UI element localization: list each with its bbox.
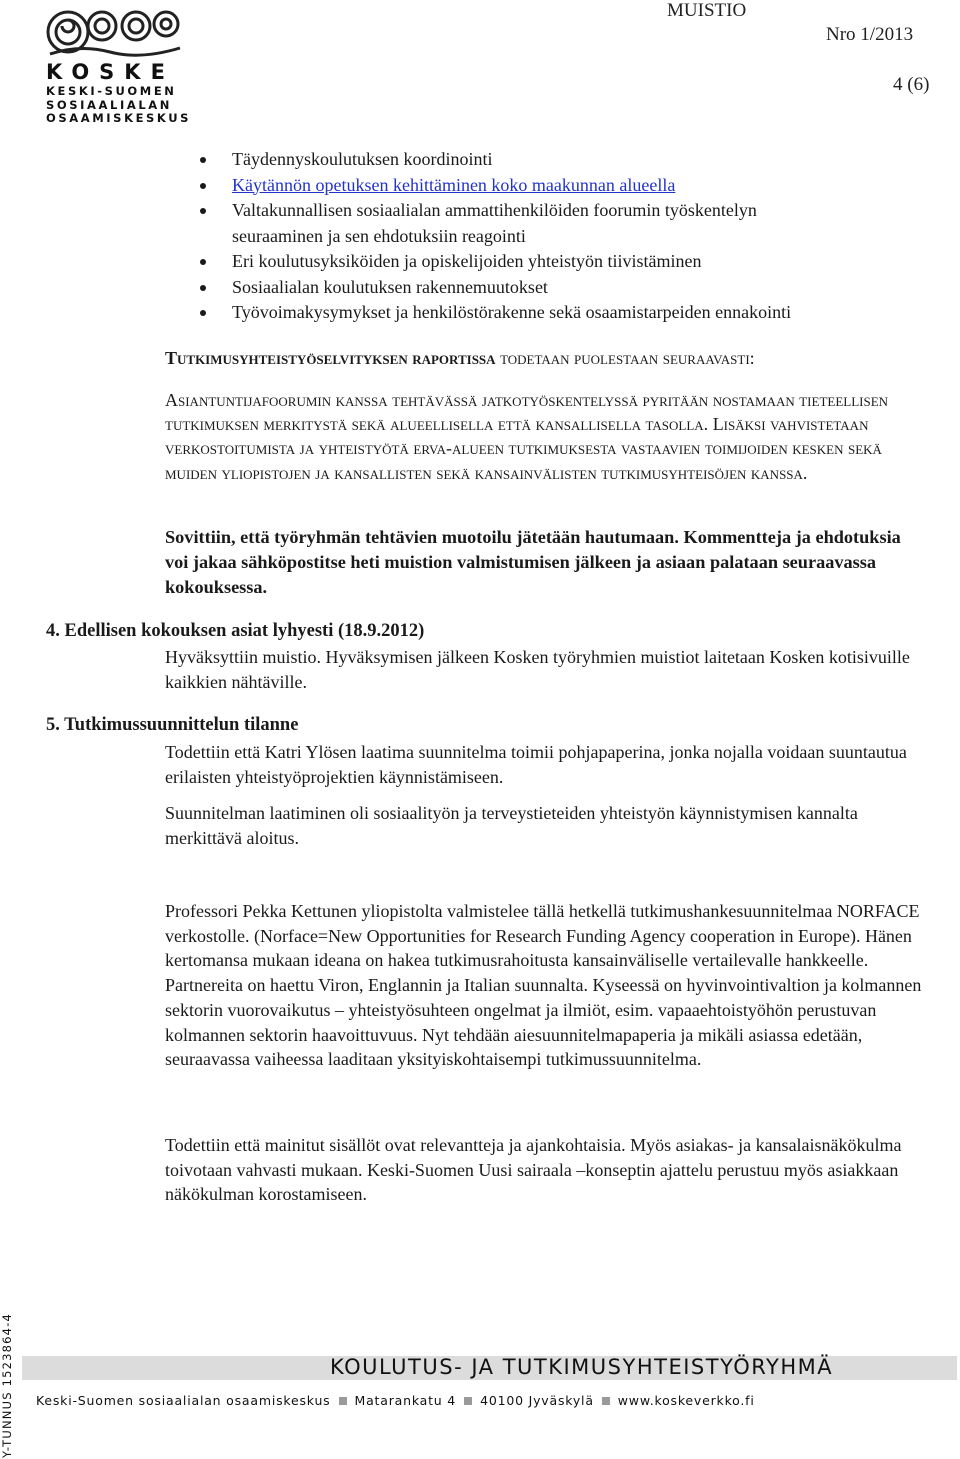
separator-square-icon: [339, 1397, 347, 1405]
section-5-heading: 5. Tutkimussuunnittelun tilanne: [46, 715, 299, 735]
footer-contact: [36, 1393, 755, 1408]
page-number: 4 (6): [893, 74, 930, 95]
report-lead: Tutkimusyhteistyöselvityksen raportissa todetaan puolestaan seuraavasti:: [165, 348, 755, 368]
logo-wordmark: KOSKE: [46, 60, 175, 84]
section-5-para-1: Todettiin että Katri Ylösen laatima suunnitelma toimii pohjapaperina, jonka nojalla voidaan suuntautua erilaisten yhteistyöprojektien käynnistämiseen.: [165, 742, 907, 787]
footer-title: KOULUTUS- JA TUTKIMUSYHTEISTYÖRYHMÄ: [330, 1355, 834, 1379]
business-id: Y-TUNNUS 1523864-4: [0, 1312, 14, 1458]
section-5-para-3: Professori Pekka Kettunen yliopistolta valmistelee tällä hetkellä tutkimushankesuunnitelmaa NORFACE verkostolle. (Norface=New Opportunities for Research Funding Agency cooperation in Europe). Hänen kertomansa mukaan ideana on hakea tutkimusrahoitusta kansainväliselle vertailevalle hankkeelle. Partnereita on haettu Viron, Englannin ja Italian suunnalta. Kyseessä on hyvinvointivaltion ja kolmannen sektorin vuorovaikutus – yhteistyösuhteen ongelmat ja ilmiöt, esim. vapaaehtoistyöhön perustuvan kolmannen sektorin haavoittuvuus. Nyt tehdään aiesuunnitelmapaperia ja mikäli asiassa edetään, seuraavassa vaiheessa laaditaan yksityiskohtaisempi tutkimussuunnitelma.: [165, 901, 922, 1070]
separator-square-icon: [602, 1397, 610, 1405]
logo-line-2: SOSIAALIALAN: [46, 98, 172, 112]
list-item: Eri koulutusyksiköiden ja opiskelijoiden yhteistyön tiivistäminen: [200, 249, 900, 275]
list-item: Sosiaalialan koulutuksen rakennemuutokset: [200, 275, 900, 301]
footer-website-link[interactable]: www.koskeverkko.fi: [617, 1393, 755, 1408]
logo-line-1: KESKI-SUOMEN: [46, 84, 177, 98]
footer-org: Keski-Suomen sosiaalialan osaamiskeskus: [36, 1393, 331, 1408]
list-item: [200, 173, 900, 199]
practice-teaching-link[interactable]: Käytännön opetuksen kehittäminen koko maakunnan alueella: [232, 174, 676, 195]
section-5-para-2: Suunnitelman laatiminen oli sosiaalityön ja terveystieteiden yhteistyön käynnistymisen kannalta merkittävä aloitus.: [165, 803, 858, 848]
section-4-heading: 4. Edellisen kokouksen asiat lyhyesti (18.9.2012): [46, 621, 425, 641]
footer-address: Matarankatu 4: [354, 1393, 457, 1408]
report-paragraph: Asiantuntijafoorumin kanssa tehtävässä jatkotyöskentelyssä pyritään nostamaan tieteellisen tutkimuksen merkitystä sekä alueellisella että kansallisella tasolla. Lisäksi vahvistetaan verkostoitumista ja yhteistyötä erva-alueen tutkimuksesta vastaavien toimijoiden kesken sekä muiden yliopistojen ja kansallisten sekä kansainvälisten tutkimusyhteisöjen kanssa.: [165, 390, 889, 483]
decision-paragraph: Sovittiin, että työryhmän tehtävien muotoilu jätetään hautumaan. Kommentteja ja ehdotuksia voi jakaa sähköpostitse heti muistion valmistumisen jälkeen ja asiaan palataan seuraavassa kokouksessa.: [165, 527, 901, 597]
list-item: Täydennyskoulutuksen koordinointi: [200, 147, 900, 173]
section-5-para-4: Todettiin että mainitut sisällöt ovat relevantteja ja ajankohtaisia. Myös asiakas- ja kansalaisnäkökulma toivotaan vahvasti mukaan. Keski-Suomen Uusi sairaala –konseptin ajattelu perustuu myös asiakkaan näkökulman korostamiseen.: [165, 1135, 902, 1204]
footer-city: 40100 Jyväskylä: [480, 1393, 594, 1408]
task-list: [200, 147, 900, 326]
separator-square-icon: [464, 1397, 472, 1405]
section-4-text: Hyväksyttiin muistio. Hyväksymisen jälkeen Kosken työryhmien muistiot laitetaan Kosken kotisivuille kaikkien nähtäville.: [165, 647, 910, 692]
koske-logo: [40, 4, 192, 125]
list-item: Valtakunnallisen sosiaalialan ammattihenkilöiden foorumin työskentelyn seuraaminen ja sen ehdotuksiin reagointi: [200, 198, 852, 249]
list-item: Työvoimakysymykset ja henkilöstörakenne sekä osaamistarpeiden ennakointi: [200, 300, 900, 326]
doc-number: Nro 1/2013: [826, 24, 914, 45]
logo-line-3: OSAAMISKESKUS: [46, 111, 192, 125]
logo-ornament-icon: [40, 4, 190, 60]
doc-type: MUISTIO: [667, 0, 747, 21]
